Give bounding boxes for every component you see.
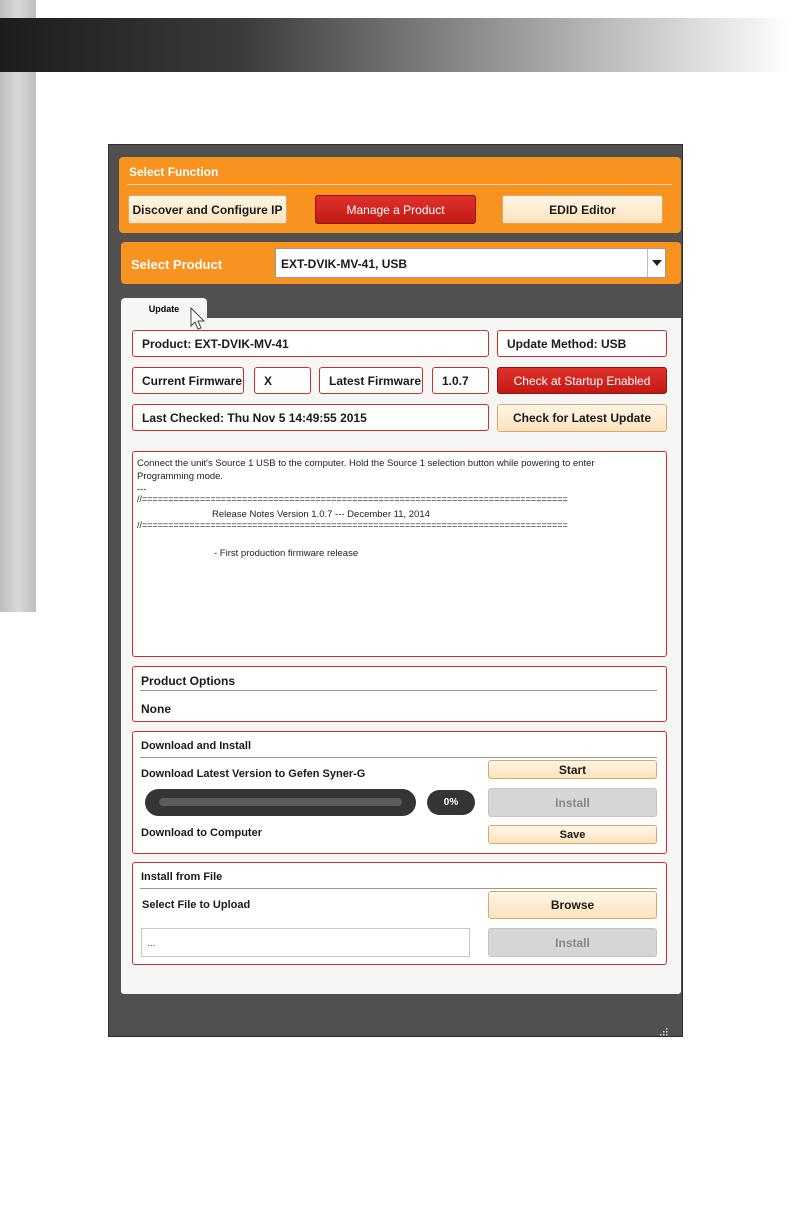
resize-grip-icon[interactable] <box>659 1027 669 1036</box>
select-file-label: Select File to Upload <box>142 899 251 911</box>
download-progress-bar <box>145 789 416 816</box>
edid-editor-button[interactable]: EDID Editor <box>502 195 663 224</box>
release-notes-textarea[interactable] <box>132 451 667 657</box>
notes-line: --- <box>137 484 147 495</box>
notes-line: //================================================================================= <box>137 494 568 504</box>
save-button[interactable]: Save <box>488 825 657 844</box>
product-select[interactable] <box>275 248 666 278</box>
product-select-value: EXT-DVIK-MV-41, USB <box>281 257 408 271</box>
latest-firmware-value: 1.0.7 <box>432 367 489 394</box>
install-download-button[interactable]: Install <box>488 788 657 817</box>
last-checked-field: Last Checked: Thu Nov 5 14:49:55 2015 <box>132 404 489 431</box>
notes-line: //================================================================================= <box>137 520 568 530</box>
download-computer-label: Download to Computer <box>141 827 262 839</box>
start-button[interactable]: Start <box>488 760 657 779</box>
page-header-band <box>0 18 792 72</box>
notes-line: - First production firmware release <box>214 548 359 559</box>
update-method-field: Update Method: USB <box>497 330 667 357</box>
notes-line: Programming mode. <box>137 471 224 482</box>
install-file-title: Install from File <box>141 871 223 883</box>
download-latest-label: Download Latest Version to Gefen Syner-G <box>141 768 366 780</box>
product-options-title: Product Options <box>141 674 235 688</box>
select-product-label: Select Product <box>131 257 223 272</box>
progress-track <box>159 798 402 806</box>
latest-firmware-label: Latest Firmware <box>319 367 423 394</box>
check-at-startup-button[interactable]: Check at Startup Enabled <box>497 367 667 394</box>
select-function-divider <box>127 184 672 185</box>
select-function-title: Select Function <box>129 165 219 179</box>
chevron-down-icon[interactable] <box>647 249 665 277</box>
manage-product-button[interactable]: Manage a Product <box>315 195 476 224</box>
file-path-input[interactable]: ... <box>141 928 470 957</box>
install-file-divider <box>140 888 657 889</box>
current-firmware-label: Current Firmware <box>132 367 244 394</box>
discover-configure-ip-button[interactable]: Discover and Configure IP <box>128 195 287 224</box>
progress-percent-badge: 0% <box>427 790 475 815</box>
product-options-divider <box>140 690 657 691</box>
mouse-cursor-icon <box>190 307 206 331</box>
download-install-divider <box>140 757 657 758</box>
install-file-button[interactable]: Install <box>488 928 657 957</box>
check-latest-update-button[interactable]: Check for Latest Update <box>497 404 667 432</box>
current-firmware-value: X <box>254 367 311 394</box>
tab-update[interactable]: Update <box>121 298 207 320</box>
notes-line: Connect the unit's Source 1 USB to the computer. Hold the Source 1 selection button while powering to enter <box>137 458 595 469</box>
download-install-title: Download and Install <box>141 740 252 752</box>
product-name-field: Product: EXT-DVIK-MV-41 <box>132 330 489 357</box>
page-side-bar <box>0 0 36 612</box>
notes-line: Release Notes Version 1.0.7 --- December 11, 2014 <box>212 509 430 520</box>
product-options-value: None <box>141 702 171 716</box>
browse-button[interactable]: Browse <box>488 891 657 919</box>
